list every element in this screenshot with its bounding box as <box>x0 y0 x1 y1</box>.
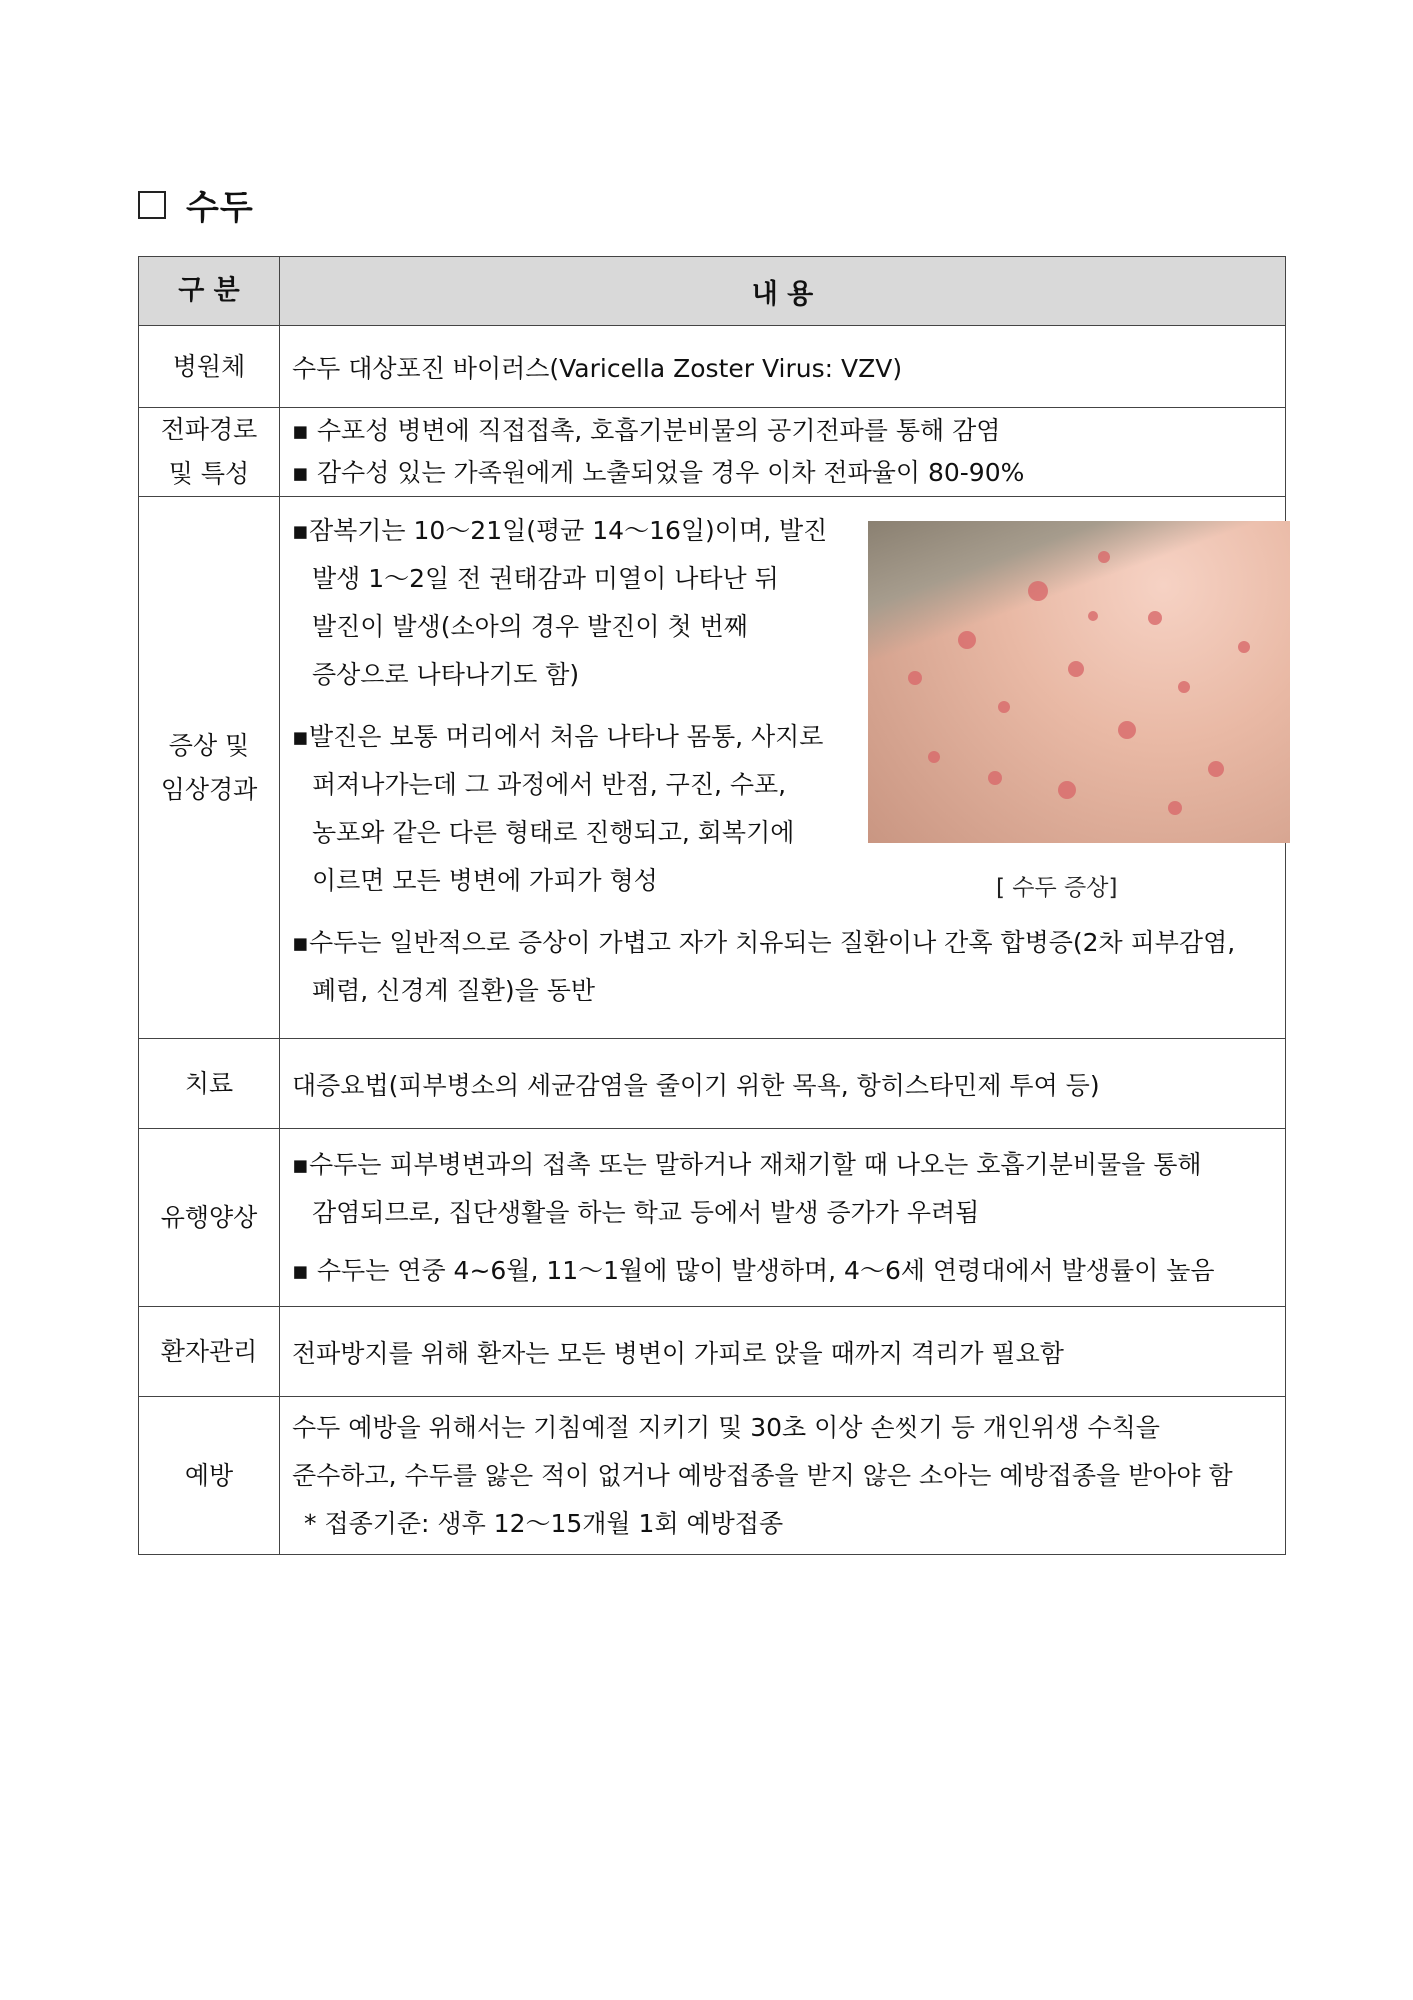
info-table <box>138 256 1286 1555</box>
label-line: 증상 및 <box>168 730 250 760</box>
list-item-text: 감수성 있는 가족원에게 노출되었을 경우 이차 전파율이 80-90% <box>316 458 1025 487</box>
section-title <box>138 180 254 229</box>
table-row <box>139 408 1286 497</box>
row-label-patient-management: 환자관리 <box>139 1307 280 1397</box>
label-line: 전파경로 <box>160 415 258 444</box>
list-item: ▪발진은 보통 머리에서 처음 나타나 몸통, 사지로 <box>292 722 824 751</box>
text-line: 수두는 연중 4~6월, 11～1월에 많이 발생하며, 4～6세 연령대에서 발생률이 높음 <box>316 1255 1215 1285</box>
row-label-pathogen: 병원체 <box>139 326 280 408</box>
table-row <box>139 497 1286 1039</box>
text-line: 감염되므로, 집단생활을 하는 학교 등에서 발생 증가가 우려됨 <box>312 1197 980 1227</box>
text-line: 발진이 발생(소아의 경우 발진이 첫 번째 <box>312 612 748 641</box>
table-row <box>139 1397 1286 1555</box>
text-line: 농포와 같은 다른 형태로 진행되고, 회복기에 <box>312 818 795 847</box>
table-row <box>139 326 1286 408</box>
chickenpox-photo <box>868 521 1290 843</box>
row-content-patient-management: 전파방지를 위해 환자는 모든 병변이 가피로 앉을 때까지 격리가 필요함 <box>280 1307 1286 1397</box>
text-line: 준수하고, 수두를 앓은 적이 없거나 예방접종을 받지 않은 소아는 예방접종을 받아야 함 <box>292 1460 1233 1490</box>
symptoms-text-column <box>292 507 842 905</box>
section-title-text: 수두 <box>186 188 254 228</box>
text-line: 수두는 피부병변과의 접촉 또는 말하거나 재채기할 때 나오는 호흡기분비물을 통해 <box>308 1149 1202 1179</box>
label-line: 및 특성 <box>168 459 250 488</box>
table-header-row <box>139 257 1286 326</box>
row-content-pathogen: 수두 대상포진 바이러스(Varicella Zoster Virus: VZV) <box>280 326 1286 408</box>
row-label-transmission <box>139 408 280 497</box>
list-item: ▪수두는 피부병변과의 접촉 또는 말하거나 재채기할 때 나오는 호흡기분비물을 통해 <box>292 1149 1202 1179</box>
symptoms-block <box>292 497 1273 1029</box>
text-line: 증상으로 나타나기도 함) <box>312 660 580 689</box>
text-line: 폐렴, 신경계 질환)을 동반 <box>312 976 596 1005</box>
text-line: 이르면 모든 병변에 가피가 형성 <box>312 866 658 895</box>
text-line: 수두 예방을 위해서는 기침예절 지키기 및 30초 이상 손씻기 등 개인위생 수칙을 <box>292 1412 1160 1442</box>
table-row <box>139 1129 1286 1307</box>
row-content-prevention <box>280 1397 1286 1555</box>
note-line: * 접종기준: 생후 12～15개월 1회 예방접종 <box>304 1508 784 1538</box>
row-label-symptoms <box>139 497 280 1039</box>
text-line: 발진은 보통 머리에서 처음 나타나 몸통, 사지로 <box>308 722 824 751</box>
row-content-symptoms <box>280 497 1286 1039</box>
photo-caption: [ 수두 증상] <box>996 875 1118 901</box>
table-row <box>139 1039 1286 1129</box>
row-label-treatment: 치료 <box>139 1039 280 1129</box>
row-content-treatment: 대증요법(피부병소의 세균감염을 줄이기 위한 목욕, 항히스타민제 투여 등) <box>280 1039 1286 1129</box>
list-item-text: 수포성 병변에 직접접촉, 호흡기분비물의 공기전파를 통해 감염 <box>316 416 1001 445</box>
list-item: ▪ 수포성 병변에 직접접촉, 호흡기분비물의 공기전파를 통해 감염 <box>292 416 1001 445</box>
empty-square-icon <box>138 191 166 219</box>
row-content-epidemiology <box>280 1129 1286 1307</box>
list-item: ▪잠복기는 10～21일(평균 14～16일)이며, 발진 <box>292 516 828 545</box>
header-category: 구 분 <box>139 257 280 326</box>
header-content: 내 용 <box>280 257 1286 326</box>
list-item: ▪ 수두는 연중 4~6월, 11～1월에 많이 발생하며, 4～6세 연령대에서 발생률이 높음 <box>292 1255 1215 1285</box>
text-line: 퍼져나가는데 그 과정에서 반점, 구진, 수포, <box>312 770 787 799</box>
table-row <box>139 1307 1286 1397</box>
text-line: 발생 1～2일 전 권태감과 미열이 나타난 뒤 <box>312 564 779 593</box>
list-item: ▪수두는 일반적으로 증상이 가볍고 자가 치유되는 질환이나 간혹 합병증(2차 피부감염, <box>292 928 1236 957</box>
row-content-transmission <box>280 408 1286 497</box>
row-label-prevention: 예방 <box>139 1397 280 1555</box>
list-item: ▪ 감수성 있는 가족원에게 노출되었을 경우 이차 전파율이 80-90% <box>292 458 1025 487</box>
text-line: 수두는 일반적으로 증상이 가볍고 자가 치유되는 질환이나 간혹 합병증(2차 피부감염, <box>308 928 1236 957</box>
text-line: 잠복기는 10～21일(평균 14～16일)이며, 발진 <box>308 516 828 545</box>
label-line: 임상경과 <box>160 774 258 804</box>
row-label-epidemiology: 유행양상 <box>139 1129 280 1307</box>
